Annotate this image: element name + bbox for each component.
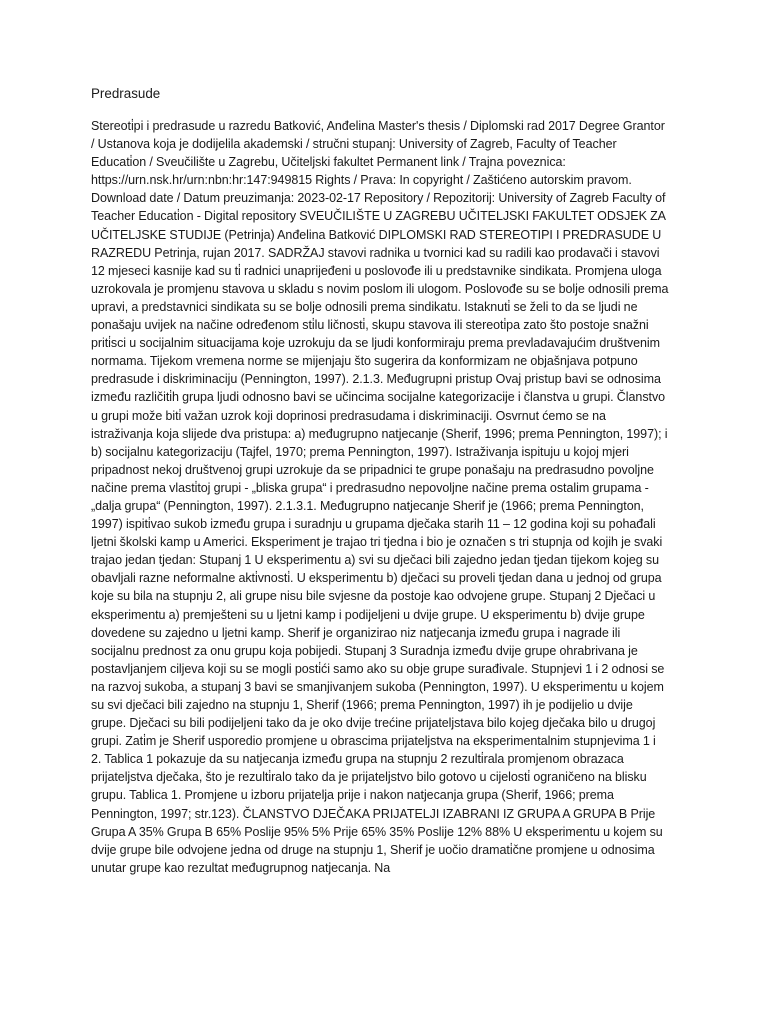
document-title: Predrasude xyxy=(91,86,161,101)
document-body-text: Stereoti̇pi i predrasude u razredu Batković, Anđelina Master's thesis / Diplomski rad 2017 Degree Grantor / Ustanova koja je dodijelila akademski / stručni stupanj: University of Zagreb, Faculty of Teacher Educati̇on / Sveučilište u Zagrebu, Učiteljski fakultet Permanent link / Trajna poveznica: https://urn.nsk.hr/urn:nbn:hr:147:949815 Rights / Prava: In copyright / Zaštićeno autorskim pravom. Download date / Datum preuzimanja: 2023-02-17 Repository / Repozitorij: University of Zagreb Faculty of Teacher Educati̇on - Digital repository SVEUČILIŠTE U ZAGREBU UČITELJSKI FAKULTET ODSJEK ZA UČITELJSKE STUDIJE (Petrinja) Anđelina Batković DIPLOMSKI RAD STEREOTIPI I PREDRASUDE U RAZREDU Petrinja, rujan 2017. SADRŽAJ stavovi radnika u tvornici kad su radili kao prodavači i stavovi 12 mjeseci kasnije kad su ti̇ radnici unaprijeđeni u poslovođe ili u predstavnike sindikata. Promjena uloga uzrokovala je promjenu stavova u skladu s novim poslom ili ulogom. Poslovođe su se bolje odnosili prema upravi, a predstavnici sindikata su se bolje odnosili prema sindikatu. Istaknuti̇ se želi to da se ljudi ne ponašaju uvijek na načine određenom sti̇lu ličnosti̇, skupu stavova ili stereoti̇pa zato što postoje snažni priti̇sci u socijalnim situacijama koje uzrokuju da se ljudi konformiraju prema prevladavajućim društvenim normama. Tijekom vremena norme se mijenjaju što sugerira da konformizam ne objašnjava potpuno predrasude i diskriminaciju (Pennington, 1997). 2.1.3. Međugrupni pristup Ovaj pristup bavi se odnosima između različiti̇h grupa ljudi odnosno bavi se učincima socijalne kategorizacije i članstva u grupi. Članstvo u grupi može biti̇ važan uzrok koji doprinosi predrasudama i diskriminaciji. Osvrnut ćemo se na istraživanja koja slijede dva pristupa: a) međugrupno natjecanje (Sherif, 1996; prema Pennington, 1997); i b) socijalnu kategorizaciju (Tajfel, 1970; prema Pennington, 1997). Istraživanja ispituju u kojoj mjeri pripadnost nekoj društvenoj grupi uzrokuje da se pripadnici te grupe ponašaju na predrasudno povoljne načine prema vlasti̇toj grupi - „bliska grupa“ i predrasudno nepovoljne načine prema ostalim grupama - „dalja grupa“ (Pennington, 1997). 2.1.3.1. Međugrupno natjecanje Sherif je (1966; prema Pennington, 1997) ispiti̇vao sukob između grupa i suradnju u grupama dječaka starih 11 – 12 godina koji su pohađali ljetni školski kamp u Americi. Eksperiment je trajao tri tjedna i bio je označen s tri stupnja od kojih je svaki trajao jedan tjedan: Stupanj 1 U eksperimentu a) svi su dječaci bili zajedno jedan tjedan tijekom kojeg su obavljali razne neformalne akti̇vnosti̇. U eksperimentu b) dječaci su proveli tjedan dana u jednoj od grupa koje su bila na stupnju 2, ali grupe nisu bile svjesne da postoje kao odvojene grupe. Stupanj 2 Dječaci u eksperimentu a) premješteni su u ljetni kamp i podijeljeni u dvije grupe. U eksperimentu b) dvije grupe dovedene su zajedno u ljetni kamp. Sherif je organizirao niz natjecanja između grupa i nagrade ili socijalnu prednost za onu grupu koja pobijedi. Stupanj 3 Suradnja između dvije grupe ohrabrivana je postavljanjem ciljeva koji su se mogli posti̇ći samo ako su obje grupe surađivale. Stupnjevi 1 i 2 odnosi se na razvoj sukoba, a stupanj 3 bavi se smanjivanjem sukoba (Pennington, 1997). U eksperimentu u kojem su svi dječaci bili zajedno na stupnju 1, Sherif (1966; prema Pennington, 1997) ih je podijelio u dvije grupe. Dječaci su bili podijeljeni tako da je oko dvije trećine prijateljstava bilo kojeg dječaka bilo u drugoj grupi. Zati̇m je Sherif usporedio promjene u obrascima prijateljstva na eksperimentalnim stupnjevima 1 i 2. Tablica 1 pokazuje da su natjecanja između grupa na stupnju 2 rezulti̇rala promjenom obrazaca prijateljstva dječaka, što je rezulti̇ralo tako da je prijateljstvo bilo gotovo u cijelosti̇ ograničeno na blisku grupu. Tablica 1. Promjene u izboru prijatelja prije i nakon natjecanja grupa (Sherif, 1966; prema Pennington, 1997; str.123). ČLANSTVO DJEČAKA PRIJATELJI IZABRANI IZ GRUPA A GRUPA B Prije Grupa A 35% Grupa B 65% Poslije 95% 5% Prije 65% 35% Poslije 12% 88% U eksperimentu u kojem su dvije grupe bile odvojene jedna od druge na stupnju 1, Sherif je uočio dramati̇čne promjene u odnosima unutar grupe kao rezultat međugrupnog natjecanja. Na xyxy=(91,119,669,875)
